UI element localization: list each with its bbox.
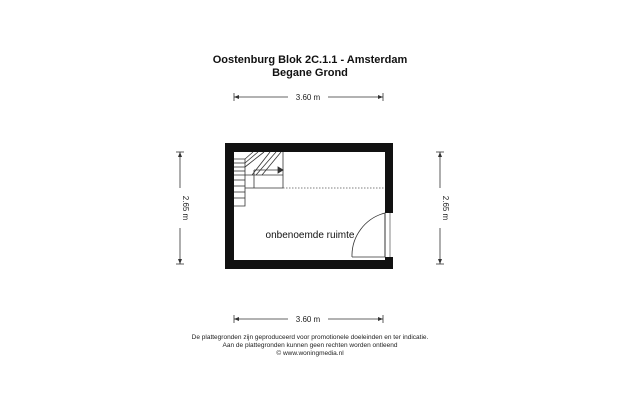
dimension-top-label: 3.60 m xyxy=(295,93,321,102)
floor-name: Begane Grond xyxy=(272,67,348,79)
plan-title: Oostenburg Blok 2C.1.1 - Amsterdam xyxy=(212,54,408,66)
dimension-right xyxy=(435,152,450,264)
dimension-bottom-label: 3.60 m xyxy=(295,315,321,324)
walls xyxy=(225,143,393,269)
room-label: onbenoemde ruimte xyxy=(265,230,355,241)
staircase xyxy=(234,152,283,206)
dimension-left-label: 2.65 m xyxy=(181,195,190,221)
disclaimer-line-1: De plattegronden zijn geproduceerd voor promotionele doeleinden en ter indicatie. xyxy=(191,334,429,341)
door xyxy=(352,213,390,257)
dimension-top xyxy=(234,92,383,102)
dimension-right-label: 2.65 m xyxy=(441,195,450,221)
disclaimer-line-2: Aan de plattegronden kunnen geen rechten worden ontleend xyxy=(222,342,398,349)
dimension-bottom xyxy=(234,314,383,324)
copyright: © www.woningmedia.nl xyxy=(276,350,344,357)
dimension-left xyxy=(175,152,190,264)
